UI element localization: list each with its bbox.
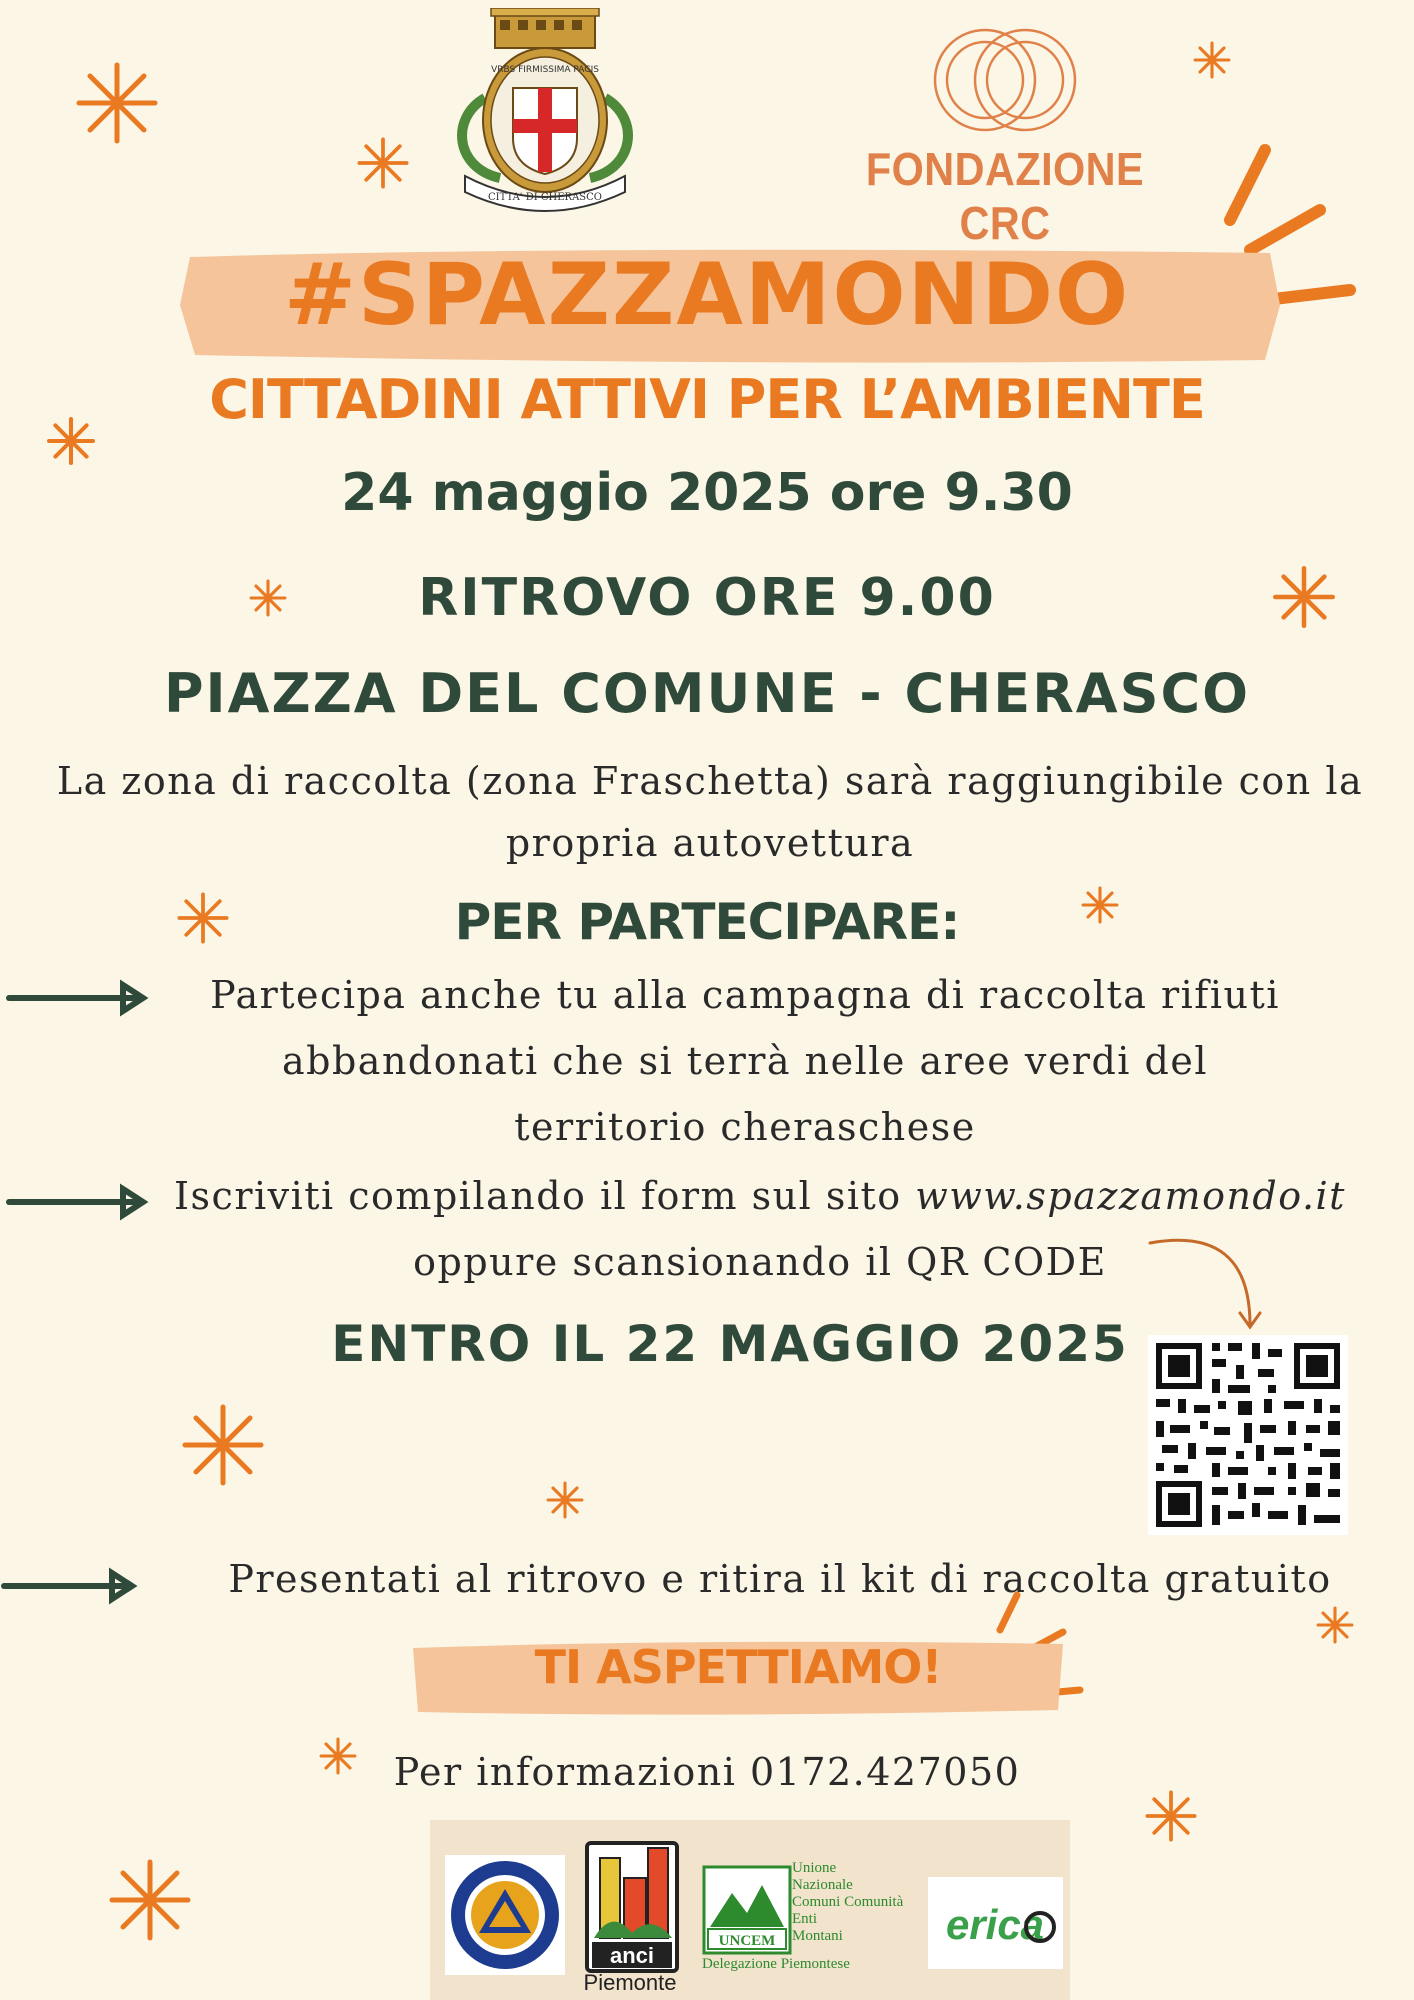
uncem-name-line: Enti: [792, 1911, 817, 1927]
website-link[interactable]: www.spazzamondo.it: [915, 1174, 1346, 1218]
collection-zone-line: propria autovettura: [505, 821, 915, 865]
uncem-name-line: Comuni Comunità: [792, 1894, 904, 1910]
arrow-right-icon: [0, 1566, 150, 1606]
anci-mark: anci: [609, 1943, 655, 1968]
erica-wordmark: erica: [945, 1901, 1045, 1948]
fondazione-crc-name: FONDAZIONE CRC: [865, 143, 1145, 249]
event-hashtag-title: #SPAZZAMONDO: [283, 245, 1131, 345]
step-register-line: oppure scansionando il QR CODE: [413, 1240, 1107, 1284]
arrow-right-icon: [5, 1182, 155, 1222]
step-participate-line: abbandonati che si terrà nelle aree verdi del: [281, 1039, 1208, 1083]
uncem-name-line: Montani: [792, 1928, 843, 1944]
decorative-star-icon: [355, 135, 411, 191]
cherasco-crest-logo: [445, 8, 645, 213]
decorative-star-icon: [105, 1855, 195, 1945]
step-participate-line: Partecipa anche tu alla campagna di raccolta rifiuti: [210, 973, 1280, 1017]
uncem-name-line: Nazionale: [792, 1877, 853, 1893]
step-register-prefix: Iscriviti compilando il form sul sito: [174, 1174, 916, 1218]
erica-logo: [928, 1877, 1063, 1969]
decorative-star-icon: [72, 58, 162, 148]
collection-zone-note: [40, 750, 1380, 874]
step-participate-line: territorio cheraschese: [514, 1105, 976, 1149]
crest-ribbon: CITTA' DI CHERASCO: [488, 192, 602, 203]
fondazione-crc-rings-logo: [905, 25, 1105, 135]
decorative-star-icon: [178, 1400, 268, 1490]
uncem-logo: [702, 1860, 922, 1970]
uncem-delegation: Delegazione Piemontese: [702, 1956, 850, 1972]
step-pickup-kit: Presentati al ritrovo e ritira il kit di raccolta gratuito: [228, 1557, 1332, 1601]
registration-deadline: ENTRO IL 22 MAGGIO 2025: [331, 1315, 1129, 1373]
decorative-star-icon: [1315, 1605, 1355, 1645]
participate-heading: PER PARTECIPARE:: [454, 893, 960, 951]
step-participate: [170, 962, 1320, 1160]
uncem-mark: UNCEM: [718, 1933, 776, 1949]
meeting-time: RITROVO ORE 9.00: [418, 568, 996, 628]
slogan: TI ASPETTIAMO!: [534, 1640, 942, 1694]
anci-logo: [582, 1838, 682, 1978]
crest-motto: VRBS FIRMISSIMA PACIS: [491, 65, 599, 75]
step-register-line: [150, 1163, 1370, 1229]
arrow-right-icon: [5, 978, 155, 1018]
meeting-place: PIAZZA DEL COMUNE - CHERASCO: [163, 662, 1250, 725]
protezione-civile-logo: [445, 1855, 565, 1975]
contact-info: Per informazioni 0172.427050: [393, 1750, 1021, 1794]
qr-code[interactable]: [1148, 1335, 1348, 1535]
anci-region-label: Piemonte: [583, 1970, 677, 1995]
decorative-star-icon: [545, 1480, 585, 1520]
collection-zone-line: La zona di raccolta (zona Fraschetta) sarà raggiungibile con la: [56, 759, 1364, 803]
uncem-emblem-icon: [702, 1865, 792, 1955]
event-date-time: 24 maggio 2025 ore 9.30: [341, 463, 1073, 523]
event-subtitle: CITTADINI ATTIVI PER L’AMBIENTE: [209, 368, 1205, 431]
uncem-name-line: Unione: [792, 1860, 837, 1876]
decorative-star-icon: [1192, 40, 1232, 80]
